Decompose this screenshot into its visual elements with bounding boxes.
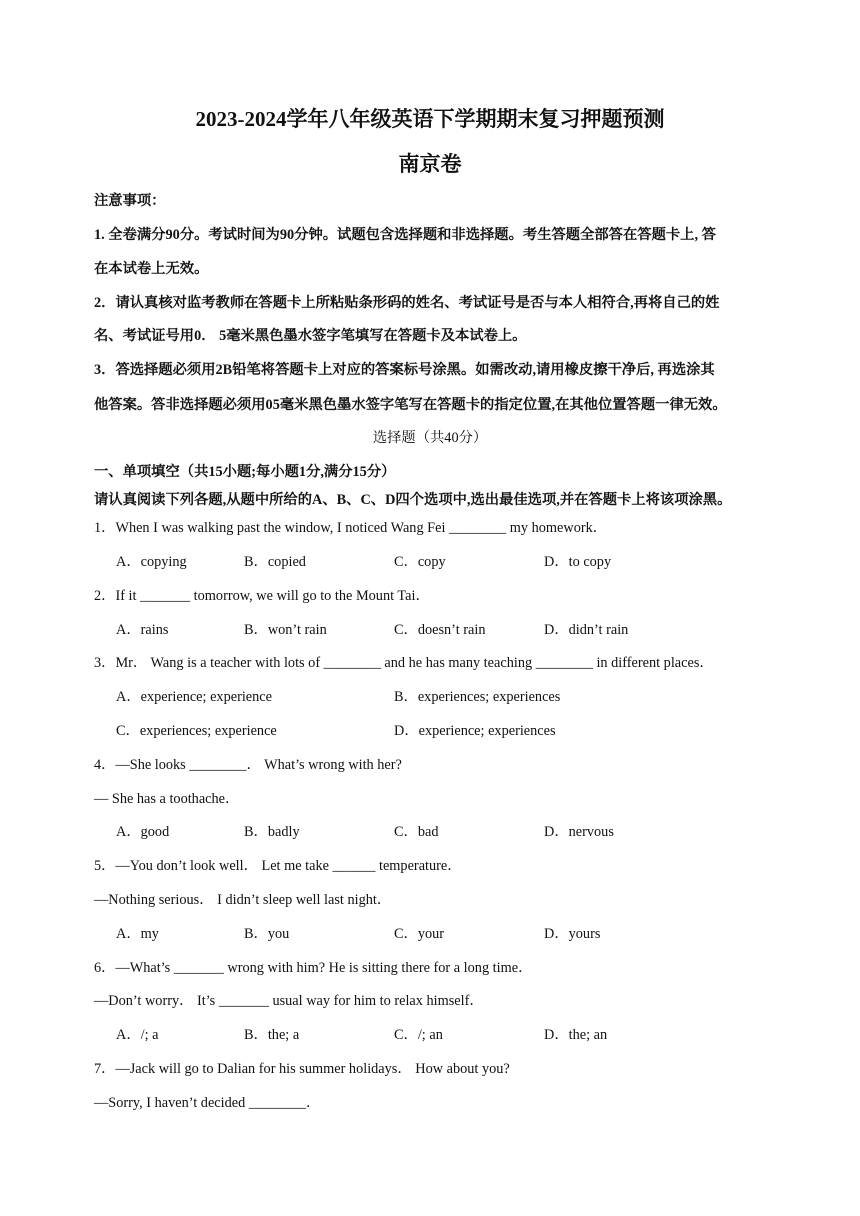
question-2-stem: 2．If it _______ tomorrow, we will go to the Mount Tai． bbox=[94, 588, 430, 604]
question-4-response: — She has a toothache． bbox=[94, 791, 240, 807]
question-6-option-b: B．the; a bbox=[244, 1027, 300, 1043]
notice-item-3-line-1: 3．答选择题必须用2B铅笔将答题卡上对应的答案标号涂黑。如需改动,请用橡皮擦干净后, 再选涂其 bbox=[94, 362, 715, 378]
question-3-option-d: D．experience; experiences bbox=[394, 723, 556, 739]
question-5-option-c: C．your bbox=[394, 926, 445, 942]
question-7-response: —Sorry, I haven’t decided ________． bbox=[94, 1095, 321, 1111]
question-3-stem: 3．Mr． Wang is a teacher with lots of ________ and he has many teaching ________ in different places． bbox=[94, 655, 714, 671]
part1-heading: 一、单项填空（共15小题;每小题1分,满分15分） bbox=[94, 464, 396, 480]
question-2-option-b: B．won’t rain bbox=[244, 622, 327, 638]
page-title: 2023-2024学年八年级英语下学期期末复习押题预测 bbox=[195, 107, 665, 131]
question-6-response: —Don’t worry． It’s _______ usual way for him to relax himself． bbox=[94, 993, 484, 1009]
part1-instruction: 请认真阅读下列各题,从题中所给的A、B、C、D四个选项中,选出最佳选项,并在答题卡上将该项涂黑。 bbox=[94, 492, 732, 508]
notice-heading: 注意事项： bbox=[94, 193, 166, 209]
notice-item-3-line-2: 他答案。答非选择题必须用05毫米黑色墨水签字笔写在答题卡的指定位置,在其他位置答题一律无效。 bbox=[94, 397, 727, 413]
question-1-option-d: D．to copy bbox=[544, 554, 612, 570]
question-5-option-a: A．my bbox=[116, 926, 159, 942]
question-6-stem: 6．—What’s _______ wrong with him? He is sitting there for a long time． bbox=[94, 960, 533, 976]
question-3-option-b: B．experiences; experiences bbox=[394, 689, 561, 705]
question-4-option-a: A．good bbox=[116, 824, 170, 840]
notice-item-1-line-1: 1. 全卷满分90分。考试时间为90分钟。试题包含选择题和非选择题。考生答题全部答在答题卡上, 答 bbox=[94, 227, 716, 243]
question-4-option-b: B．badly bbox=[244, 824, 300, 840]
question-4-option-c: C．bad bbox=[394, 824, 439, 840]
question-6-option-c: C．/; an bbox=[394, 1027, 443, 1043]
question-1-option-b: B．copied bbox=[244, 554, 306, 570]
notice-item-2-line-2: 名、考试证号用0． 5毫米黑色墨水签字笔填写在答题卡及本试卷上。 bbox=[94, 328, 527, 344]
question-2-option-c: C．doesn’t rain bbox=[394, 622, 486, 638]
question-1-stem: 1．When I was walking past the window, I noticed Wang Fei ________ my homework． bbox=[94, 520, 608, 536]
question-4-stem: 4．—She looks ________． What’s wrong with her? bbox=[94, 757, 402, 773]
question-6-option-a: A．/; a bbox=[116, 1027, 159, 1043]
question-5-stem: 5．—You don’t look well． Let me take ______ temperature． bbox=[94, 858, 462, 874]
question-6-option-d: D．the; an bbox=[544, 1027, 608, 1043]
question-5-option-b: B．you bbox=[244, 926, 290, 942]
section-title: 选择题（共40分） bbox=[372, 430, 488, 446]
question-2-option-a: A．rains bbox=[116, 622, 169, 638]
question-5-response: —Nothing serious． I didn’t sleep well last night． bbox=[94, 892, 392, 908]
notice-item-1-line-2: 在本试卷上无效。 bbox=[94, 261, 209, 277]
question-3-option-a: A．experience; experience bbox=[116, 689, 272, 705]
notice-item-2-line-1: 2．请认真核对监考教师在答题卡上所粘贴条形码的姓名、考试证号是否与本人相符合,再将自己的姓 bbox=[94, 295, 720, 311]
question-3-option-c: C．experiences; experience bbox=[116, 723, 277, 739]
question-7-stem: 7．—Jack will go to Dalian for his summer holidays． How about you? bbox=[94, 1061, 510, 1077]
page-subtitle: 南京卷 bbox=[398, 152, 462, 176]
question-1-option-a: A．copying bbox=[116, 554, 187, 570]
question-1-option-c: C．copy bbox=[394, 554, 446, 570]
question-5-option-d: D．yours bbox=[544, 926, 601, 942]
question-2-option-d: D．didn’t rain bbox=[544, 622, 629, 638]
question-4-option-d: D．nervous bbox=[544, 824, 614, 840]
